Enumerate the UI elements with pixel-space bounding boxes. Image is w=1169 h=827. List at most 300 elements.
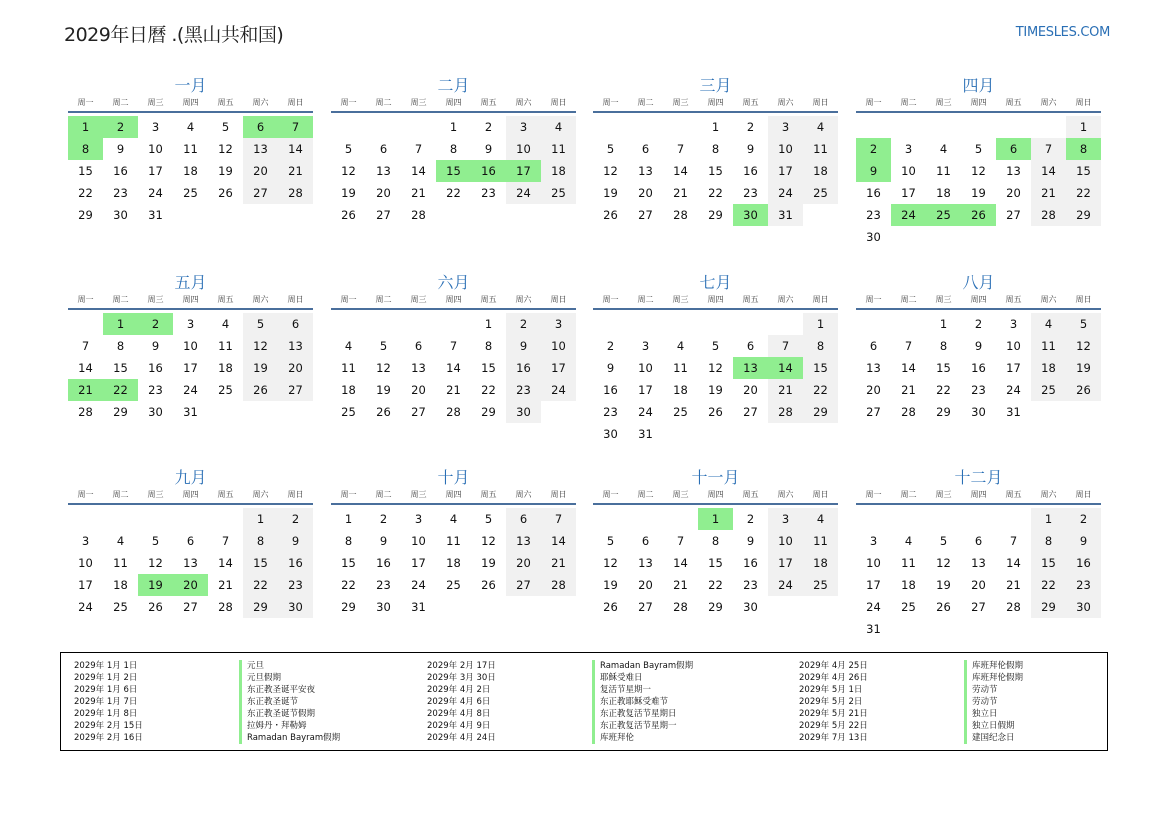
day-cell[interactable]: 15 xyxy=(1066,160,1101,182)
day-cell[interactable]: 29 xyxy=(1066,204,1101,226)
day-cell[interactable]: 21 xyxy=(278,160,313,182)
day-cell[interactable]: 4 xyxy=(221,317,230,331)
day-cell[interactable]: 1 xyxy=(711,120,720,134)
day-cell[interactable]: 27 xyxy=(243,182,278,204)
day-cell[interactable]: 28 xyxy=(446,405,461,419)
day-cell[interactable]: 22 xyxy=(481,383,496,397)
day-cell[interactable]: 19 xyxy=(481,556,496,570)
day-cell[interactable]: 4 xyxy=(904,534,913,548)
day-cell[interactable]: 3 xyxy=(904,142,913,156)
day-cell[interactable]: 1 xyxy=(698,508,733,530)
day-cell[interactable]: 31 xyxy=(1006,405,1021,419)
day-cell[interactable]: 5 xyxy=(606,142,615,156)
day-cell[interactable]: 19 xyxy=(603,578,618,592)
day-cell[interactable]: 11 xyxy=(1031,335,1066,357)
day-cell[interactable]: 14 xyxy=(1031,160,1066,182)
day-cell[interactable]: 22 xyxy=(803,379,838,401)
day-cell[interactable]: 19 xyxy=(243,357,278,379)
day-cell[interactable]: 24 xyxy=(768,574,803,596)
day-cell[interactable]: 18 xyxy=(803,552,838,574)
day-cell[interactable]: 9 xyxy=(974,339,983,353)
day-cell[interactable]: 17 xyxy=(901,186,916,200)
day-cell[interactable]: 22 xyxy=(446,186,461,200)
day-cell[interactable]: 25 xyxy=(673,405,688,419)
day-cell[interactable]: 11 xyxy=(936,164,951,178)
day-cell[interactable]: 26 xyxy=(218,186,233,200)
day-cell[interactable]: 8 xyxy=(449,142,458,156)
day-cell[interactable]: 30 xyxy=(866,230,881,244)
day-cell[interactable]: 8 xyxy=(344,534,353,548)
day-cell[interactable]: 21 xyxy=(673,578,688,592)
day-cell[interactable]: 3 xyxy=(1009,317,1018,331)
day-cell[interactable]: 31 xyxy=(638,427,653,441)
day-cell[interactable]: 23 xyxy=(866,208,881,222)
day-cell[interactable]: 1 xyxy=(803,313,838,335)
day-cell[interactable]: 10 xyxy=(901,164,916,178)
day-cell[interactable]: 17 xyxy=(768,552,803,574)
day-cell[interactable]: 25 xyxy=(1031,379,1066,401)
day-cell[interactable]: 28 xyxy=(278,182,313,204)
day-cell[interactable]: 2 xyxy=(1066,508,1101,530)
day-cell[interactable]: 16 xyxy=(1066,552,1101,574)
day-cell[interactable]: 10 xyxy=(411,534,426,548)
day-cell[interactable]: 15 xyxy=(708,164,723,178)
day-cell[interactable]: 12 xyxy=(603,164,618,178)
day-cell[interactable]: 11 xyxy=(803,530,838,552)
day-cell[interactable]: 7 xyxy=(414,142,423,156)
day-cell[interactable]: 12 xyxy=(218,142,233,156)
day-cell[interactable]: 28 xyxy=(78,405,93,419)
day-cell[interactable]: 1 xyxy=(344,512,353,526)
day-cell[interactable]: 18 xyxy=(673,383,688,397)
day-cell[interactable]: 23 xyxy=(113,186,128,200)
day-cell[interactable]: 2 xyxy=(138,313,173,335)
day-cell[interactable]: 4 xyxy=(116,534,125,548)
day-cell[interactable]: 18 xyxy=(446,556,461,570)
day-cell[interactable]: 12 xyxy=(708,361,723,375)
day-cell[interactable]: 19 xyxy=(138,574,173,596)
day-cell[interactable]: 11 xyxy=(218,339,233,353)
day-cell[interactable]: 4 xyxy=(803,116,838,138)
day-cell[interactable]: 17 xyxy=(148,164,163,178)
day-cell[interactable]: 18 xyxy=(901,578,916,592)
day-cell[interactable]: 24 xyxy=(506,182,541,204)
day-cell[interactable]: 13 xyxy=(638,164,653,178)
day-cell[interactable]: 24 xyxy=(78,600,93,614)
day-cell[interactable]: 28 xyxy=(541,574,576,596)
day-cell[interactable]: 19 xyxy=(341,186,356,200)
day-cell[interactable]: 17 xyxy=(768,160,803,182)
day-cell[interactable]: 7 xyxy=(278,116,313,138)
day-cell[interactable]: 21 xyxy=(768,379,803,401)
day-cell[interactable]: 18 xyxy=(541,160,576,182)
day-cell[interactable]: 2 xyxy=(606,339,615,353)
day-cell[interactable]: 12 xyxy=(341,164,356,178)
day-cell[interactable]: 7 xyxy=(1009,534,1018,548)
day-cell[interactable]: 7 xyxy=(1031,138,1066,160)
day-cell[interactable]: 8 xyxy=(1031,530,1066,552)
day-cell[interactable]: 25 xyxy=(218,383,233,397)
day-cell[interactable]: 23 xyxy=(278,574,313,596)
day-cell[interactable]: 11 xyxy=(113,556,128,570)
day-cell[interactable]: 13 xyxy=(278,335,313,357)
day-cell[interactable]: 8 xyxy=(711,534,720,548)
day-cell[interactable]: 24 xyxy=(541,379,576,401)
day-cell[interactable]: 24 xyxy=(148,186,163,200)
day-cell[interactable]: 26 xyxy=(603,600,618,614)
day-cell[interactable]: 21 xyxy=(446,383,461,397)
day-cell[interactable]: 1 xyxy=(939,317,948,331)
day-cell[interactable]: 29 xyxy=(113,405,128,419)
day-cell[interactable]: 21 xyxy=(68,379,103,401)
day-cell[interactable]: 28 xyxy=(673,208,688,222)
day-cell[interactable]: 29 xyxy=(341,600,356,614)
day-cell[interactable]: 14 xyxy=(673,556,688,570)
day-cell[interactable]: 25 xyxy=(341,405,356,419)
day-cell[interactable]: 18 xyxy=(113,578,128,592)
day-cell[interactable]: 6 xyxy=(379,142,388,156)
day-cell[interactable]: 30 xyxy=(743,600,758,614)
day-cell[interactable]: 14 xyxy=(1006,556,1021,570)
day-cell[interactable]: 13 xyxy=(243,138,278,160)
day-cell[interactable]: 19 xyxy=(1066,357,1101,379)
day-cell[interactable]: 13 xyxy=(866,361,881,375)
day-cell[interactable]: 8 xyxy=(803,335,838,357)
day-cell[interactable]: 9 xyxy=(278,530,313,552)
day-cell[interactable]: 31 xyxy=(411,600,426,614)
day-cell[interactable]: 28 xyxy=(1031,204,1066,226)
day-cell[interactable]: 10 xyxy=(148,142,163,156)
day-cell[interactable]: 10 xyxy=(866,556,881,570)
day-cell[interactable]: 16 xyxy=(113,164,128,178)
day-cell[interactable]: 23 xyxy=(743,578,758,592)
day-cell[interactable]: 16 xyxy=(376,556,391,570)
day-cell[interactable]: 15 xyxy=(113,361,128,375)
day-cell[interactable]: 17 xyxy=(183,361,198,375)
day-cell[interactable]: 3 xyxy=(641,339,650,353)
day-cell[interactable]: 20 xyxy=(376,186,391,200)
day-cell[interactable]: 23 xyxy=(506,379,541,401)
day-cell[interactable]: 11 xyxy=(446,534,461,548)
day-cell[interactable]: 28 xyxy=(1006,600,1021,614)
day-cell[interactable]: 16 xyxy=(971,361,986,375)
day-cell[interactable]: 25 xyxy=(541,182,576,204)
day-cell[interactable]: 13 xyxy=(971,556,986,570)
day-cell[interactable]: 12 xyxy=(936,556,951,570)
day-cell[interactable]: 31 xyxy=(183,405,198,419)
day-cell[interactable]: 11 xyxy=(541,138,576,160)
day-cell[interactable]: 14 xyxy=(673,164,688,178)
day-cell[interactable]: 6 xyxy=(506,508,541,530)
day-cell[interactable]: 16 xyxy=(148,361,163,375)
day-cell[interactable]: 19 xyxy=(971,186,986,200)
day-cell[interactable]: 27 xyxy=(411,405,426,419)
day-cell[interactable]: 4 xyxy=(676,339,685,353)
day-cell[interactable]: 3 xyxy=(414,512,423,526)
day-cell[interactable]: 2 xyxy=(484,120,493,134)
day-cell[interactable]: 5 xyxy=(974,142,983,156)
day-cell[interactable]: 22 xyxy=(243,574,278,596)
day-cell[interactable]: 23 xyxy=(603,405,618,419)
day-cell[interactable]: 15 xyxy=(436,160,471,182)
day-cell[interactable]: 9 xyxy=(116,142,125,156)
day-cell[interactable]: 6 xyxy=(746,339,755,353)
day-cell[interactable]: 6 xyxy=(869,339,878,353)
day-cell[interactable]: 3 xyxy=(768,116,803,138)
day-cell[interactable]: 13 xyxy=(506,530,541,552)
day-cell[interactable]: 12 xyxy=(148,556,163,570)
day-cell[interactable]: 14 xyxy=(278,138,313,160)
day-cell[interactable]: 5 xyxy=(344,142,353,156)
day-cell[interactable]: 10 xyxy=(768,530,803,552)
day-cell[interactable]: 5 xyxy=(711,339,720,353)
day-cell[interactable]: 24 xyxy=(183,383,198,397)
day-cell[interactable]: 4 xyxy=(541,116,576,138)
day-cell[interactable]: 4 xyxy=(344,339,353,353)
day-cell[interactable]: 29 xyxy=(708,208,723,222)
day-cell[interactable]: 12 xyxy=(481,534,496,548)
day-cell[interactable]: 4 xyxy=(186,120,195,134)
day-cell[interactable]: 13 xyxy=(1006,164,1021,178)
day-cell[interactable]: 22 xyxy=(1066,182,1101,204)
day-cell[interactable]: 8 xyxy=(1066,138,1101,160)
day-cell[interactable]: 21 xyxy=(218,578,233,592)
day-cell[interactable]: 22 xyxy=(78,186,93,200)
day-cell[interactable]: 10 xyxy=(768,138,803,160)
day-cell[interactable]: 27 xyxy=(638,600,653,614)
day-cell[interactable]: 1 xyxy=(68,116,103,138)
day-cell[interactable]: 30 xyxy=(278,596,313,618)
day-cell[interactable]: 26 xyxy=(1066,379,1101,401)
day-cell[interactable]: 18 xyxy=(183,164,198,178)
day-cell[interactable]: 29 xyxy=(708,600,723,614)
day-cell[interactable]: 30 xyxy=(148,405,163,419)
day-cell[interactable]: 21 xyxy=(1006,578,1021,592)
day-cell[interactable]: 18 xyxy=(803,160,838,182)
day-cell[interactable]: 7 xyxy=(676,142,685,156)
day-cell[interactable]: 20 xyxy=(173,574,208,596)
day-cell[interactable]: 29 xyxy=(78,208,93,222)
day-cell[interactable]: 25 xyxy=(446,578,461,592)
day-cell[interactable]: 27 xyxy=(278,379,313,401)
day-cell[interactable]: 30 xyxy=(376,600,391,614)
day-cell[interactable]: 26 xyxy=(243,379,278,401)
day-cell[interactable]: 27 xyxy=(376,208,391,222)
day-cell[interactable]: 6 xyxy=(186,534,195,548)
day-cell[interactable]: 25 xyxy=(926,204,961,226)
day-cell[interactable]: 5 xyxy=(939,534,948,548)
day-cell[interactable]: 3 xyxy=(869,534,878,548)
day-cell[interactable]: 8 xyxy=(116,339,125,353)
day-cell[interactable]: 20 xyxy=(243,160,278,182)
day-cell[interactable]: 15 xyxy=(708,556,723,570)
day-cell[interactable]: 30 xyxy=(1066,596,1101,618)
day-cell[interactable]: 10 xyxy=(78,556,93,570)
day-cell[interactable]: 14 xyxy=(541,530,576,552)
day-cell[interactable]: 31 xyxy=(768,204,803,226)
day-cell[interactable]: 1 xyxy=(449,120,458,134)
day-cell[interactable]: 7 xyxy=(81,339,90,353)
day-cell[interactable]: 30 xyxy=(113,208,128,222)
day-cell[interactable]: 20 xyxy=(743,383,758,397)
day-cell[interactable]: 22 xyxy=(708,186,723,200)
day-cell[interactable]: 29 xyxy=(1031,596,1066,618)
day-cell[interactable]: 2 xyxy=(974,317,983,331)
day-cell[interactable]: 13 xyxy=(733,357,768,379)
day-cell[interactable]: 15 xyxy=(243,552,278,574)
day-cell[interactable]: 5 xyxy=(221,120,230,134)
day-cell[interactable]: 24 xyxy=(866,600,881,614)
day-cell[interactable]: 20 xyxy=(1006,186,1021,200)
day-cell[interactable]: 3 xyxy=(151,120,160,134)
day-cell[interactable]: 7 xyxy=(676,534,685,548)
day-cell[interactable]: 28 xyxy=(673,600,688,614)
day-cell[interactable]: 18 xyxy=(218,361,233,375)
day-cell[interactable]: 16 xyxy=(471,160,506,182)
day-cell[interactable]: 5 xyxy=(1066,313,1101,335)
day-cell[interactable]: 29 xyxy=(243,596,278,618)
day-cell[interactable]: 5 xyxy=(379,339,388,353)
day-cell[interactable]: 1 xyxy=(103,313,138,335)
day-cell[interactable]: 20 xyxy=(638,578,653,592)
day-cell[interactable]: 19 xyxy=(936,578,951,592)
day-cell[interactable]: 5 xyxy=(243,313,278,335)
day-cell[interactable]: 20 xyxy=(278,357,313,379)
day-cell[interactable]: 6 xyxy=(414,339,423,353)
day-cell[interactable]: 27 xyxy=(506,574,541,596)
day-cell[interactable]: 17 xyxy=(411,556,426,570)
day-cell[interactable]: 9 xyxy=(484,142,493,156)
day-cell[interactable]: 7 xyxy=(449,339,458,353)
day-cell[interactable]: 9 xyxy=(856,160,891,182)
day-cell[interactable]: 24 xyxy=(411,578,426,592)
day-cell[interactable]: 30 xyxy=(971,405,986,419)
day-cell[interactable]: 11 xyxy=(341,361,356,375)
day-cell[interactable]: 26 xyxy=(936,600,951,614)
day-cell[interactable]: 14 xyxy=(218,556,233,570)
day-cell[interactable]: 30 xyxy=(603,427,618,441)
day-cell[interactable]: 12 xyxy=(603,556,618,570)
day-cell[interactable]: 25 xyxy=(901,600,916,614)
day-cell[interactable]: 3 xyxy=(506,116,541,138)
day-cell[interactable]: 25 xyxy=(803,182,838,204)
day-cell[interactable]: 4 xyxy=(939,142,948,156)
day-cell[interactable]: 15 xyxy=(936,361,951,375)
day-cell[interactable]: 23 xyxy=(1066,574,1101,596)
day-cell[interactable]: 2 xyxy=(746,120,755,134)
day-cell[interactable]: 11 xyxy=(673,361,688,375)
day-cell[interactable]: 28 xyxy=(411,208,426,222)
day-cell[interactable]: 10 xyxy=(1006,339,1021,353)
day-cell[interactable]: 3 xyxy=(541,313,576,335)
day-cell[interactable]: 17 xyxy=(506,160,541,182)
day-cell[interactable]: 22 xyxy=(341,578,356,592)
day-cell[interactable]: 2 xyxy=(746,512,755,526)
day-cell[interactable]: 23 xyxy=(971,383,986,397)
day-cell[interactable]: 23 xyxy=(376,578,391,592)
day-cell[interactable]: 13 xyxy=(183,556,198,570)
day-cell[interactable]: 4 xyxy=(803,508,838,530)
day-cell[interactable]: 12 xyxy=(243,335,278,357)
day-cell[interactable]: 19 xyxy=(708,383,723,397)
day-cell[interactable]: 14 xyxy=(446,361,461,375)
day-cell[interactable]: 6 xyxy=(974,534,983,548)
day-cell[interactable]: 28 xyxy=(218,600,233,614)
day-cell[interactable]: 15 xyxy=(1031,552,1066,574)
day-cell[interactable]: 13 xyxy=(638,556,653,570)
day-cell[interactable]: 22 xyxy=(1031,574,1066,596)
day-cell[interactable]: 29 xyxy=(803,401,838,423)
day-cell[interactable]: 10 xyxy=(638,361,653,375)
day-cell[interactable]: 12 xyxy=(1066,335,1101,357)
day-cell[interactable]: 20 xyxy=(971,578,986,592)
day-cell[interactable]: 9 xyxy=(746,534,755,548)
day-cell[interactable]: 31 xyxy=(148,208,163,222)
day-cell[interactable]: 28 xyxy=(901,405,916,419)
day-cell[interactable]: 17 xyxy=(866,578,881,592)
day-cell[interactable]: 7 xyxy=(768,335,803,357)
day-cell[interactable]: 19 xyxy=(603,186,618,200)
day-cell[interactable]: 15 xyxy=(341,556,356,570)
day-cell[interactable]: 22 xyxy=(103,379,138,401)
day-cell[interactable]: 13 xyxy=(376,164,391,178)
day-cell[interactable]: 5 xyxy=(606,534,615,548)
day-cell[interactable]: 9 xyxy=(606,361,615,375)
day-cell[interactable]: 6 xyxy=(996,138,1031,160)
day-cell[interactable]: 22 xyxy=(936,383,951,397)
day-cell[interactable]: 16 xyxy=(506,357,541,379)
day-cell[interactable]: 22 xyxy=(708,578,723,592)
day-cell[interactable]: 9 xyxy=(379,534,388,548)
day-cell[interactable]: 29 xyxy=(936,405,951,419)
day-cell[interactable]: 1 xyxy=(484,317,493,331)
day-cell[interactable]: 31 xyxy=(866,622,881,636)
day-cell[interactable]: 3 xyxy=(186,317,195,331)
day-cell[interactable]: 9 xyxy=(1066,530,1101,552)
day-cell[interactable]: 19 xyxy=(376,383,391,397)
day-cell[interactable]: 28 xyxy=(768,401,803,423)
day-cell[interactable]: 17 xyxy=(638,383,653,397)
day-cell[interactable]: 8 xyxy=(68,138,103,160)
day-cell[interactable]: 1 xyxy=(1066,116,1101,138)
day-cell[interactable]: 1 xyxy=(243,508,278,530)
day-cell[interactable]: 16 xyxy=(743,164,758,178)
day-cell[interactable]: 27 xyxy=(183,600,198,614)
day-cell[interactable]: 21 xyxy=(673,186,688,200)
day-cell[interactable]: 26 xyxy=(603,208,618,222)
day-cell[interactable]: 6 xyxy=(641,534,650,548)
day-cell[interactable]: 6 xyxy=(243,116,278,138)
day-cell[interactable]: 4 xyxy=(449,512,458,526)
day-cell[interactable]: 5 xyxy=(484,512,493,526)
day-cell[interactable]: 17 xyxy=(78,578,93,592)
day-cell[interactable]: 14 xyxy=(901,361,916,375)
day-cell[interactable]: 1 xyxy=(1031,508,1066,530)
day-cell[interactable]: 30 xyxy=(733,204,768,226)
day-cell[interactable]: 29 xyxy=(481,405,496,419)
day-cell[interactable]: 16 xyxy=(278,552,313,574)
day-cell[interactable]: 21 xyxy=(1031,182,1066,204)
day-cell[interactable]: 2 xyxy=(856,138,891,160)
day-cell[interactable]: 20 xyxy=(866,383,881,397)
day-cell[interactable]: 23 xyxy=(743,186,758,200)
day-cell[interactable]: 9 xyxy=(506,335,541,357)
day-cell[interactable]: 27 xyxy=(971,600,986,614)
day-cell[interactable]: 26 xyxy=(481,578,496,592)
day-cell[interactable]: 11 xyxy=(183,142,198,156)
day-cell[interactable]: 2 xyxy=(103,116,138,138)
day-cell[interactable]: 8 xyxy=(711,142,720,156)
